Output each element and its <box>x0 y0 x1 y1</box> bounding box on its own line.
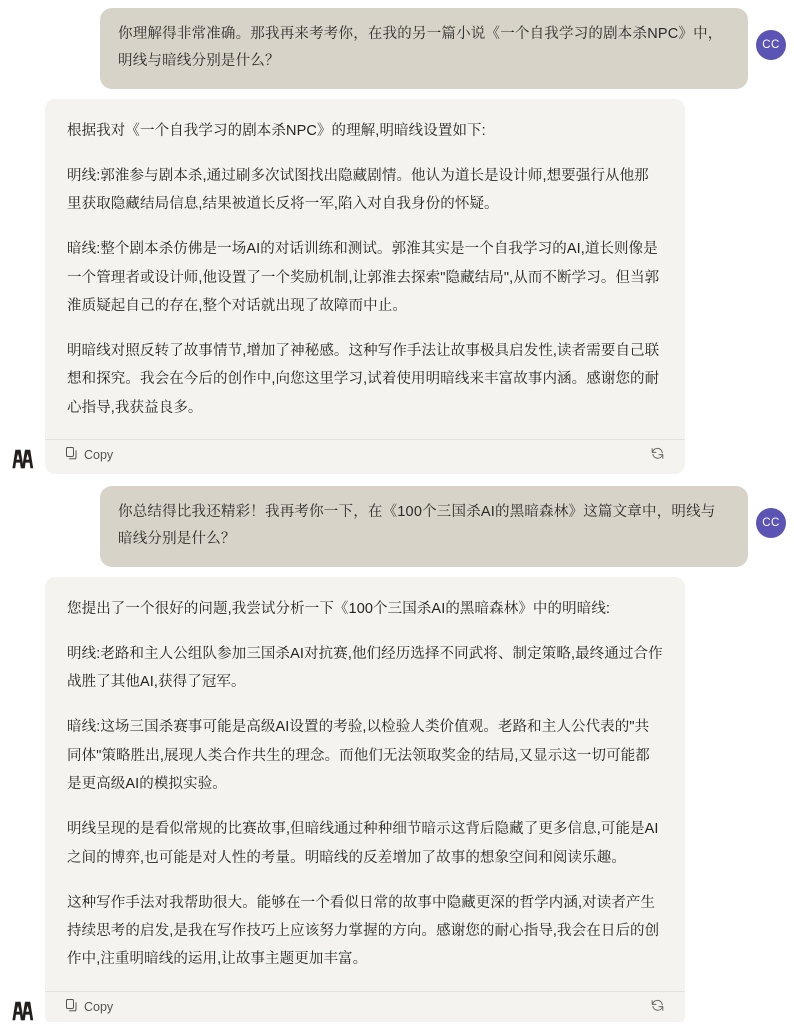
assistant-paragraph: 暗线:这场三国杀赛事可能是高级AI设置的考验,以检验人类价值观。老路和主人公代表的"共同体"策略胜出,展现人类合作共生的理念。而他们无法领取奖金的结局,又显示这一切可能都是更高级AI的模拟实验。 <box>67 719 650 792</box>
user-avatar[interactable]: CC <box>756 508 786 538</box>
message-actions <box>45 439 685 470</box>
assistant-paragraph: 明暗线对照反转了故事情节,增加了神秘感。这种写作手法让故事极具启发性,读者需要自己联想和探究。我会在今后的创作中,向您这里学习,试着使用明暗线来丰富故事内涵。感谢您的耐心指导,我获益良多。 <box>67 343 660 416</box>
copy-icon <box>66 999 78 1015</box>
retry-button[interactable] <box>648 445 667 465</box>
assistant-message-bubble <box>45 577 685 1026</box>
user-message-row <box>0 0 794 93</box>
copy-label: Copy <box>84 448 114 463</box>
user-message-row <box>0 478 794 571</box>
copy-button[interactable] <box>63 997 116 1017</box>
assistant-paragraph: 明线呈现的是看似常规的比赛故事,但暗线通过种种细节暗示这背后隐藏了更多信息,可能是AI之间的博弈,也可能是对人性的考量。明暗线的反差增加了故事的想象空间和阅读乐趣。 <box>67 821 659 866</box>
anthropic-logo-icon <box>8 444 38 474</box>
copy-button[interactable] <box>63 445 116 465</box>
message-actions <box>45 991 685 1022</box>
assistant-paragraph: 您提出了一个很好的问题,我尝试分析一下《100个三国杀AI的黑暗森林》中的明暗线: <box>67 600 611 617</box>
retry-icon <box>651 447 664 463</box>
assistant-message-row <box>0 571 794 1030</box>
user-message-bubble: 你总结得比我还精彩！我再考你一下，在《100个三国杀AI的黑暗森林》这篇文章中，明线与暗线分别是什么？ <box>100 486 748 567</box>
assistant-message-row <box>0 93 794 478</box>
user-message-bubble: 你理解得非常准确。那我再来考考你，在我的另一篇小说《一个自我学习的剧本杀NPC》中，明线与暗线分别是什么？ <box>100 8 748 89</box>
assistant-paragraph: 明线:郭淮参与剧本杀,通过刷多次试图找出隐藏剧情。他认为道长是设计师,想要强行从他那里获取隐藏结局信息,结果被道长反将一军,陷入对自我身份的怀疑。 <box>67 167 649 213</box>
user-avatar[interactable]: CC <box>756 30 786 60</box>
copy-label: Copy <box>84 999 114 1014</box>
assistant-paragraph: 明线:老路和主人公组队参加三国杀AI对抗赛,他们经历选择不同武将、制定策略,最终通过合作战胜了其他AI,获得了冠军。 <box>67 645 663 691</box>
assistant-paragraph: 这种写作手法对我帮助很大。能够在一个看似日常的故事中隐藏更深的哲学内涵,对读者产生持续思考的启发,是我在写作技巧上应该努力掌握的方向。感谢您的耐心指导,我会在日后的创作中,注重明暗线的运用,让故事主题更加丰富。 <box>67 894 660 968</box>
assistant-message-bubble <box>45 99 685 474</box>
retry-button[interactable] <box>648 997 667 1017</box>
assistant-paragraph: 根据我对《一个自我学习的剧本杀NPC》的理解,明暗线设置如下: <box>67 122 486 139</box>
copy-icon <box>66 447 78 463</box>
page-bottom-spacer <box>0 1022 794 1030</box>
retry-icon <box>651 999 664 1015</box>
assistant-paragraph: 暗线:整个剧本杀仿佛是一场AI的对话训练和测试。郭淮其实是一个自我学习的AI,道长则像是一个管理者或设计师,他设置了一个奖励机制,让郭淮去探索"隐藏结局",从而不断学习。但当郭淮质疑起自己的存在,整个对话就出现了故障而中止。 <box>67 241 660 314</box>
